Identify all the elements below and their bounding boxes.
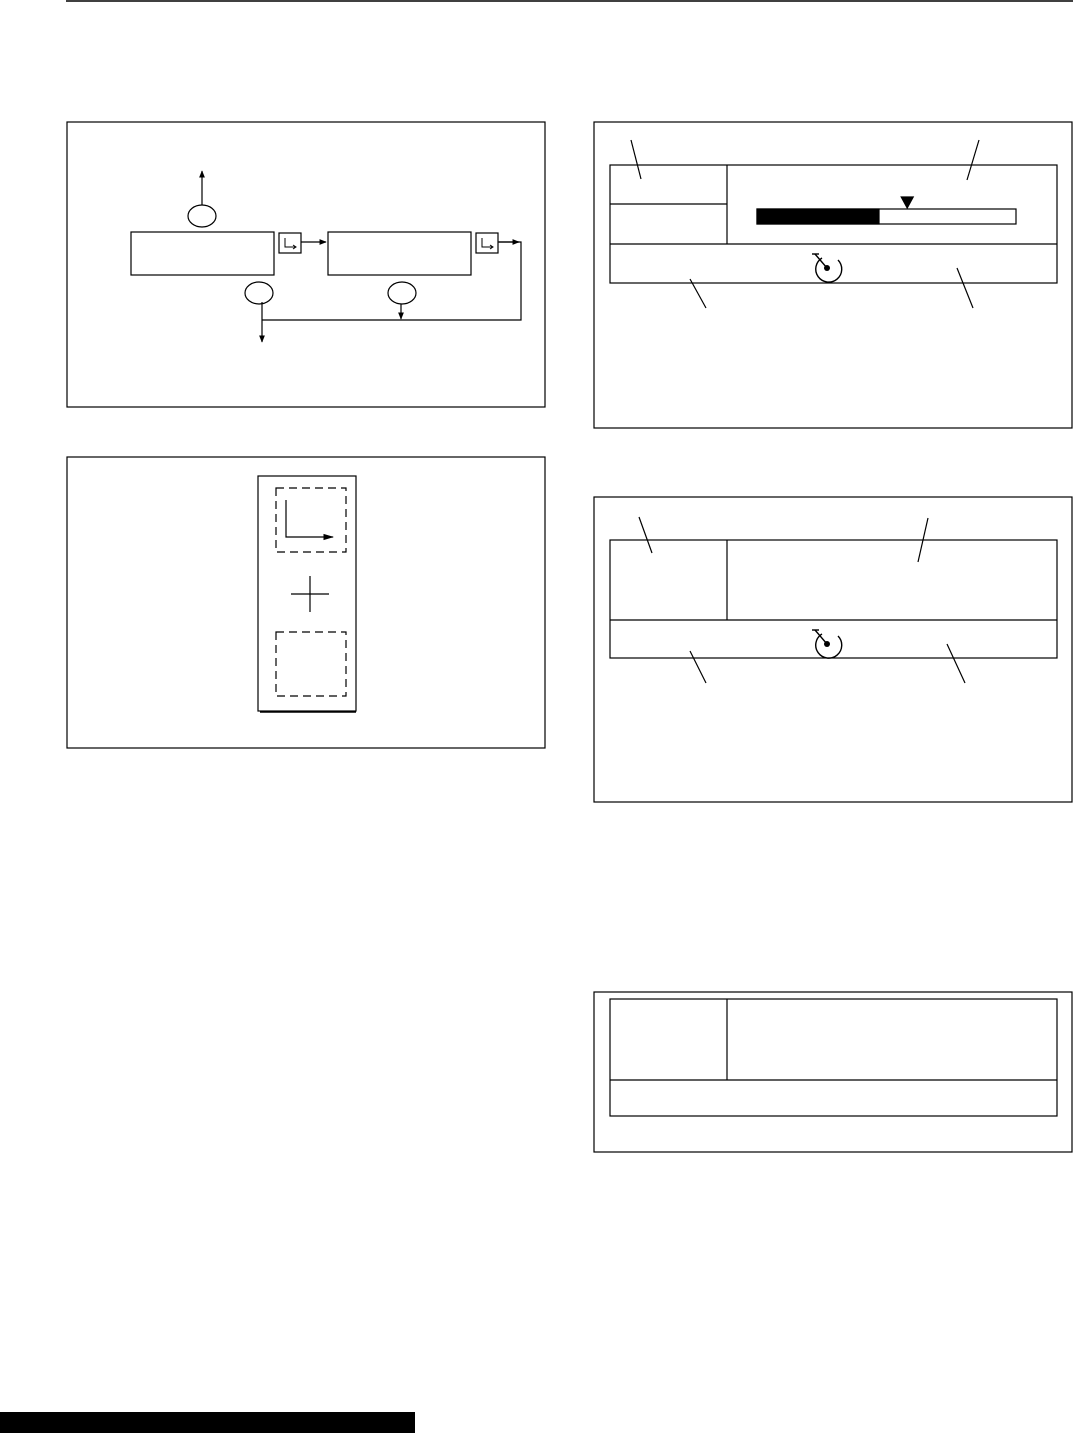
flow-diagram [67, 122, 545, 407]
callout-line [631, 140, 641, 179]
progress-marker [901, 197, 913, 208]
flow-block [131, 232, 274, 275]
flow-block [328, 232, 471, 275]
speedometer-tool-icon [812, 254, 842, 282]
display-panel-empty [594, 992, 1072, 1152]
display-panel-blank [594, 497, 1072, 802]
callout-line [690, 651, 706, 683]
black-footer-bar [0, 1412, 415, 1433]
step-forward-icon [476, 233, 498, 253]
empty-tile [276, 632, 346, 696]
callout-line [947, 644, 965, 683]
flow-node [388, 282, 416, 304]
flow-node [188, 205, 216, 227]
progress-bar-fill [757, 209, 879, 224]
display-outline [610, 540, 1057, 658]
callout-line [639, 517, 652, 553]
return-path [262, 242, 521, 320]
display-outline [610, 999, 1057, 1116]
tile-legend [67, 457, 545, 748]
display-panel-with-bar [594, 122, 1072, 428]
callout-line [967, 140, 979, 180]
speedometer-tool-icon [812, 630, 842, 658]
figure-frame [67, 457, 545, 748]
figure-frame [594, 497, 1072, 802]
step-forward-icon [286, 500, 333, 537]
figure-frame [594, 992, 1072, 1152]
figure-frame [67, 122, 545, 407]
step-forward-icon [279, 233, 301, 253]
flow-node [245, 282, 273, 304]
figure-frame [594, 122, 1072, 428]
callout-line [957, 268, 973, 308]
